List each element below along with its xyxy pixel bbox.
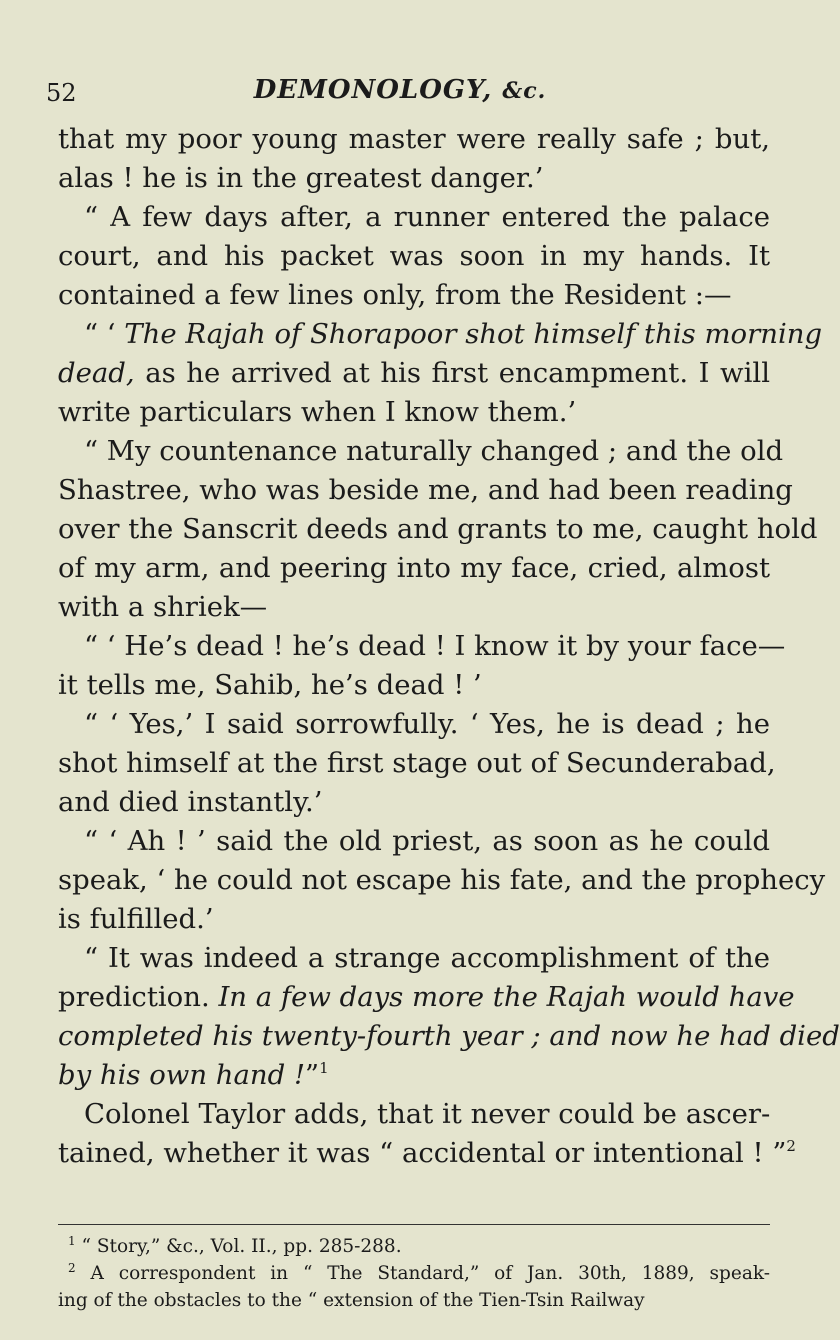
- text-line: contained a few lines only, from the Resident :—: [58, 279, 732, 311]
- page-number: 52: [46, 79, 77, 107]
- text-line: “ My countenance naturally changed ; and the old: [84, 435, 784, 467]
- footnote-rule: [58, 1224, 770, 1225]
- text-line: alas ! he is in the greatest danger.’: [58, 162, 544, 194]
- text-line: that my poor young master were really safe ; but,: [58, 123, 770, 155]
- running-head: [0, 75, 800, 105]
- text-line: “ A few days after, a runner entered the palace: [84, 201, 770, 233]
- text-line: and died instantly.’: [58, 786, 323, 818]
- text-line: it tells me, Sahib, he’s dead ! ’: [58, 669, 482, 701]
- text-line: speak, ‘ he could not escape his fate, and the prophecy: [58, 864, 826, 896]
- body-text: [58, 120, 840, 1173]
- footnotes: [58, 1233, 770, 1314]
- text-line: over the Sanscrit deeds and grants to me, caught hold: [58, 513, 818, 545]
- text-line: “ It was indeed a strange accomplishment of the: [84, 942, 770, 974]
- footnote-text: A correspondent in “ The Standard,” of Jan. 30th, 1889, speak-: [90, 1263, 770, 1284]
- footnote-2: [58, 1260, 770, 1287]
- text-segment: prediction.: [58, 981, 210, 1013]
- text-line: “ ‘ He’s dead ! he’s dead ! I know it by your face—: [84, 630, 786, 662]
- text-line: [58, 315, 823, 354]
- running-head-title: DEMONOLOGY,: [253, 75, 493, 105]
- quote-open: “ ‘: [84, 318, 116, 350]
- footnote-1: [58, 1233, 770, 1260]
- text-line: with a shriek—: [58, 591, 268, 623]
- text-segment: as he arrived at his first encampment. I will: [145, 357, 770, 389]
- text-line: Shastree, who was beside me, and had been reading: [58, 474, 793, 506]
- text-line: “ ‘ Yes,’ I said sorrowfully. ‘ Yes, he is dead ; he: [84, 708, 770, 740]
- footnote-2-continuation: ing of the obstacles to the “ extension of the Tien-Tsin Railway: [58, 1290, 645, 1311]
- text-segment: tained, whether it was “ accidental or intentional ! ”: [58, 1137, 787, 1169]
- text-line: court, and his packet was soon in my hands. It: [58, 240, 770, 272]
- footnote-text: “ Story,” &c., Vol. II., pp. 285-288.: [81, 1236, 402, 1257]
- text-line: completed his twenty-fourth year ; and now he had died: [58, 1020, 840, 1052]
- text-line: of my arm, and peering into my face, cried, almost: [58, 552, 770, 584]
- text-line: [58, 354, 770, 393]
- footnote-ref-2: 2: [786, 1137, 796, 1155]
- text-line: write particulars when I know them.’: [58, 396, 577, 428]
- text-line: [58, 978, 795, 1017]
- text-line: Colonel Taylor adds, that it never could be ascer-: [84, 1098, 771, 1130]
- footnote-marker: 2: [68, 1261, 76, 1275]
- quote-close: ”: [305, 1059, 320, 1091]
- italic-text: by his own hand !: [58, 1059, 306, 1091]
- running-head-suffix: &c.: [502, 78, 547, 104]
- text-line: [58, 1056, 770, 1095]
- italic-text: The Rajah of Shorapoor shot himself this morning: [124, 318, 823, 350]
- footnote-ref-1: 1: [319, 1059, 329, 1077]
- text-line: “ ‘ Ah ! ’ said the old priest, as soon as he could: [84, 825, 770, 857]
- italic-text: In a few days more the Rajah would have: [218, 981, 795, 1013]
- text-line: is fulfilled.’: [58, 903, 214, 935]
- footnote-marker: 1: [68, 1234, 76, 1248]
- text-line: shot himself at the first stage out of Secunderabad,: [58, 747, 776, 779]
- italic-text: dead,: [58, 357, 135, 389]
- text-line: [58, 1134, 796, 1173]
